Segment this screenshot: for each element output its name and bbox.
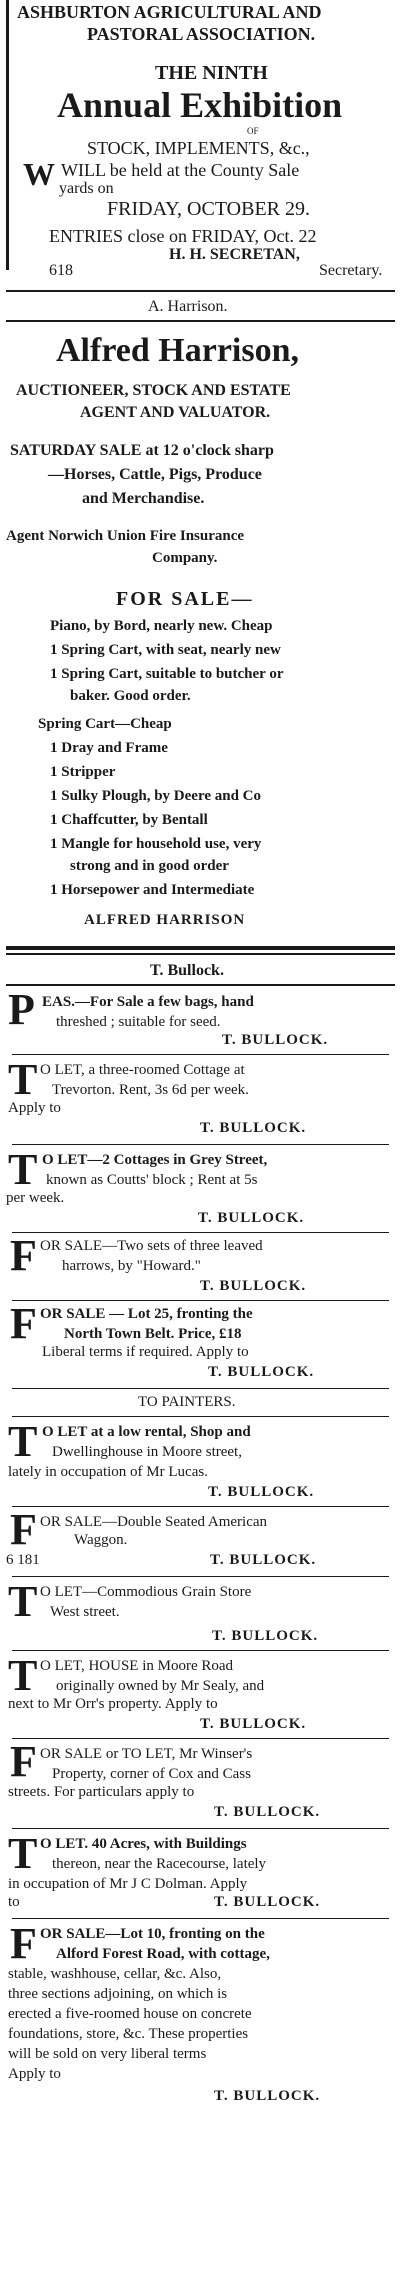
shop-line3: lately in occupation of Mr Lucas. — [8, 1464, 208, 1480]
divider — [12, 1388, 389, 1389]
bullock-signature: T. BULLOCK. — [214, 1804, 321, 1820]
harrison-name: Alfred Harrison, — [56, 332, 300, 369]
divider — [12, 1650, 389, 1651]
divider — [12, 1576, 389, 1577]
winser-line3: streets. For particulars apply to — [8, 1784, 195, 1800]
bullock-header: T. Bullock. — [150, 962, 224, 979]
lot10-line1: OR SALE—Lot 10, fronting on the — [40, 1926, 265, 1942]
drop-cap-t: T — [8, 1417, 38, 1466]
shop-line2: Dwellinghouse in Moore street, — [52, 1444, 242, 1460]
bullock-signature: T. BULLOCK. — [200, 1120, 307, 1136]
lot25-line3: Liberal terms if required. Apply to — [42, 1344, 249, 1360]
lot10-line8: Apply to — [8, 2066, 61, 2082]
drop-cap-f: F — [10, 1737, 37, 1786]
cottage-line1: O LET, a three-roomed Cottage at — [40, 1062, 245, 1078]
divider — [12, 1506, 389, 1507]
lot10-line5: erected a five-roomed house on concrete — [8, 2006, 252, 2022]
bullock-signature: T. BULLOCK. — [222, 1032, 329, 1048]
bullock-signature: T. BULLOCK. — [208, 1484, 315, 1500]
lot25-line2: North Town Belt. Price, £18 — [64, 1326, 242, 1342]
association-name-line2: PASTORAL ASSOCIATION. — [87, 24, 316, 44]
bullock-signature: T. BULLOCK. — [214, 2088, 321, 2104]
bullock-signature: T. BULLOCK. — [208, 1364, 315, 1380]
association-name-line1: ASHBURTON AGRICULTURAL AND — [17, 2, 322, 22]
sale-item: Piano, by Bord, nearly new. Cheap — [50, 618, 273, 634]
sale-item: Spring Cart—Cheap — [38, 716, 172, 732]
the-ninth: THE NINTH — [155, 62, 268, 84]
sale-item: 1 Mangle for household use, very — [50, 836, 262, 852]
acres-line3: in occupation of Mr J C Dolman. Apply — [8, 1876, 248, 1892]
lot10-line2: Alford Forest Road, with cottage, — [56, 1946, 270, 1962]
waggon-ad-number: 6 181 — [6, 1552, 40, 1568]
divider — [12, 1918, 389, 1919]
divider — [12, 1232, 389, 1233]
bullock-signature: T. BULLOCK. — [214, 1894, 321, 1910]
sale-item: 1 Chaffcutter, by Bentall — [50, 812, 208, 828]
sale-item: 1 Horsepower and Intermediate — [50, 882, 255, 898]
divider — [12, 1828, 389, 1829]
saturday-sale-line2: —Horses, Cattle, Pigs, Produce — [48, 466, 262, 483]
cottage-line2: Trevorton. Rent, 3s 6d per week. — [52, 1082, 249, 1098]
sale-item: 1 Dray and Frame — [50, 740, 168, 756]
grey-line3: per week. — [6, 1190, 65, 1206]
cottage-line3: Apply to — [8, 1100, 61, 1116]
acres-line2: thereon, near the Racecourse, lately — [52, 1856, 267, 1872]
saturday-sale-line3: and Merchandise. — [82, 490, 205, 507]
sale-item: 1 Spring Cart, suitable to butcher or — [50, 666, 284, 682]
drop-cap-t: T — [8, 1577, 38, 1626]
lot10-line3: stable, washhouse, cellar, &c. Also, — [8, 1966, 222, 1982]
divider — [12, 1144, 389, 1145]
stock-implements: STOCK, IMPLEMENTS, &c., — [87, 138, 310, 158]
divider — [6, 320, 395, 322]
grey-line2: known as Coutts' block ; Rent at 5s — [46, 1172, 258, 1188]
harrow-line1: OR SALE—Two sets of three leaved — [40, 1238, 263, 1254]
lot10-line7: will be sold on very liberal terms — [8, 2046, 207, 2062]
grain-line2: West street. — [50, 1604, 120, 1620]
exhibition-date: FRIDAY, OCTOBER 29. — [107, 198, 311, 220]
ashburton-exhibition-ad — [6, 0, 404, 279]
acres-line1: O LET. 40 Acres, with Buildings — [40, 1836, 247, 1852]
agent-line1: Agent Norwich Union Fire Insurance — [6, 528, 245, 544]
shop-line1: O LET at a low rental, Shop and — [42, 1424, 251, 1440]
divider — [6, 984, 395, 986]
bullock-signature: T. BULLOCK. — [200, 1716, 307, 1732]
double-divider — [6, 953, 395, 955]
drop-cap-f: F — [10, 1505, 37, 1554]
secretary-name: H. H. SECRETAN, — [169, 246, 300, 263]
grey-line1: O LET—2 Cottages in Grey Street, — [42, 1152, 268, 1168]
agent-line2: Company. — [152, 550, 218, 566]
double-divider — [6, 946, 395, 950]
grain-line1: O LET—Commodious Grain Store — [40, 1584, 252, 1600]
annual-exhibition-title: Annual Exhibition — [57, 85, 343, 125]
bullock-signature: T. BULLOCK. — [198, 1210, 305, 1226]
harrison-title2: AGENT AND VALUATOR. — [80, 404, 271, 421]
drop-cap-f: F — [10, 1299, 37, 1348]
sale-item: 1 Spring Cart, with seat, nearly new — [50, 642, 281, 658]
harrison-title1: AUCTIONEER, STOCK AND ESTATE — [16, 382, 291, 399]
house-line3: next to Mr Orr's property. Apply to — [8, 1696, 218, 1712]
will-be-held: WILL be held at the County Sale — [61, 160, 300, 180]
drop-cap-f: F — [10, 1231, 37, 1280]
drop-cap-f: F — [10, 1919, 37, 1968]
drop-cap-t: T — [8, 1651, 38, 1700]
drop-cap-t: T — [8, 1055, 38, 1104]
sale-item: 1 Stripper — [50, 764, 116, 780]
lot25-line1: OR SALE — Lot 25, fronting the — [40, 1306, 253, 1322]
peas-line1: EAS.—For Sale a few bags, hand — [42, 994, 254, 1010]
lot10-line6: foundations, store, &c. These properties — [8, 2026, 249, 2042]
winser-line1: OR SALE or TO LET, Mr Winser's — [40, 1746, 253, 1762]
divider — [12, 1738, 389, 1739]
waggon-line2: Waggon. — [74, 1532, 128, 1548]
harrow-line2: harrows, by "Howard." — [62, 1258, 201, 1274]
sale-item: strong and in good order — [70, 858, 229, 874]
yards-on: yards on — [59, 180, 114, 197]
bullock-signature: T. BULLOCK. — [210, 1552, 317, 1568]
house-line1: O LET, HOUSE in Moore Road — [40, 1658, 234, 1674]
divider — [6, 290, 395, 292]
drop-cap-t: T — [8, 1145, 38, 1194]
secretary-role: Secretary. — [319, 262, 383, 279]
sale-item: 1 Sulky Plough, by Deere and Co — [50, 788, 262, 804]
saturday-sale-line1: SATURDAY SALE at 12 o'clock sharp — [10, 442, 274, 459]
acres-line4: to — [8, 1894, 20, 1910]
waggon-line1: OR SALE—Double Seated American — [40, 1514, 268, 1530]
bullock-signature: T. BULLOCK. — [200, 1278, 307, 1294]
drop-cap-t: T — [8, 1829, 38, 1878]
lot10-line4: three sections adjoining, on which is — [8, 1986, 228, 2002]
house-line2: originally owned by Mr Sealy, and — [56, 1678, 265, 1694]
divider — [12, 1416, 389, 1417]
entries-close: ENTRIES close on FRIDAY, Oct. 22 — [49, 226, 317, 246]
divider — [12, 1300, 389, 1301]
divider — [12, 1054, 389, 1055]
drop-cap-p: P — [8, 985, 35, 1034]
ad-number-618: 618 — [49, 262, 73, 279]
harrison-signature: ALFRED HARRISON — [84, 912, 246, 928]
peas-line2: threshed ; suitable for seed. — [56, 1014, 221, 1030]
drop-cap-w: W — [23, 156, 55, 192]
winser-line2: Property, corner of Cox and Cass — [52, 1766, 251, 1782]
harrison-header: A. Harrison. — [148, 298, 228, 315]
for-sale-heading: FOR SALE— — [116, 588, 254, 610]
of-label: OF — [247, 126, 259, 136]
sale-item: baker. Good order. — [70, 688, 191, 704]
painters-heading: TO PAINTERS. — [138, 1394, 236, 1410]
bullock-signature: T. BULLOCK. — [212, 1628, 319, 1644]
